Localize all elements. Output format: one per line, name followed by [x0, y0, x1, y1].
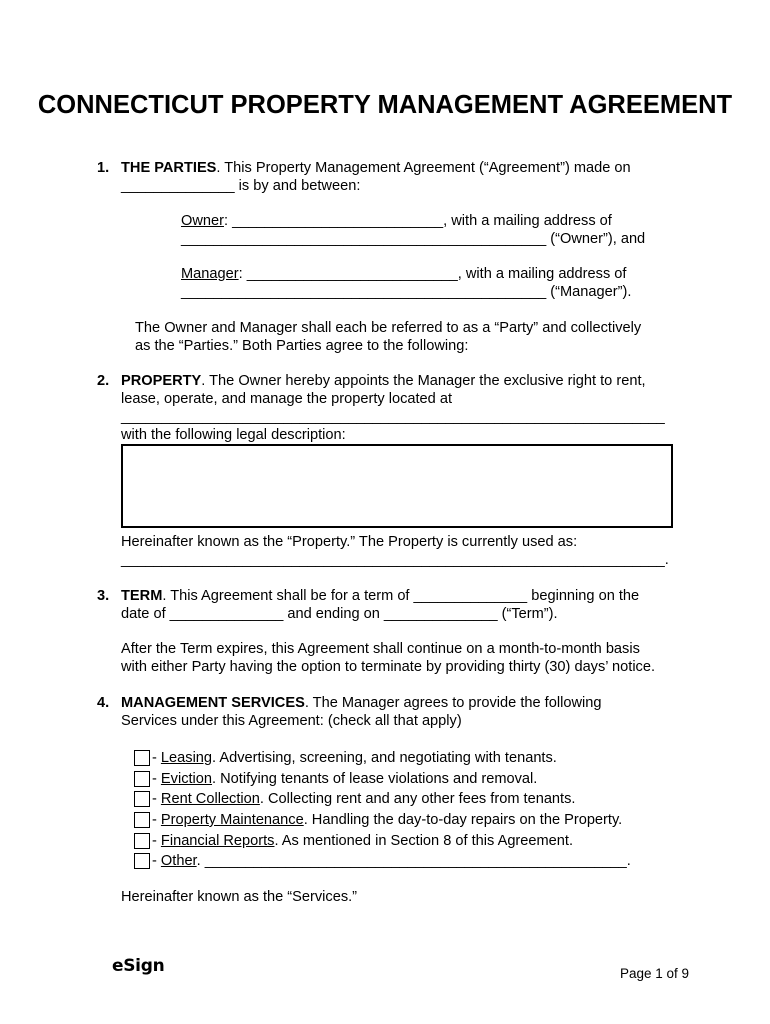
leasing-checkbox[interactable] [134, 750, 150, 766]
service-item-financial-reports [152, 832, 573, 851]
section-4-number: 4. [97, 695, 110, 711]
section-2-line-1 [121, 372, 646, 391]
section-2-line-2: lease, operate, and manage the property located at [121, 391, 453, 407]
property-address-field[interactable]: ___________________________________________________________________ [121, 409, 665, 425]
services-footer: Hereinafter known as the “Services.” [121, 889, 358, 905]
item-dash: - [152, 750, 161, 766]
section-4-heading: MANAGEMENT SERVICES [121, 695, 305, 711]
section-4-line-2: Services under this Agreement: (check all that apply) [121, 713, 462, 729]
manager-line-2[interactable]: _____________________________________________ (“Manager”). [181, 284, 632, 300]
manager-line-1[interactable] [181, 265, 626, 284]
item-dash: - [152, 771, 161, 787]
section-1-heading: THE PARTIES [121, 160, 217, 176]
manager-label: Manager [181, 266, 239, 282]
service-label: Financial Reports [160, 833, 275, 849]
service-label: Other [160, 853, 197, 869]
owner-label: Owner [181, 213, 224, 229]
esign-logo: eSign [112, 956, 165, 976]
section-2-line-4: with the following legal description: [121, 427, 346, 443]
service-text: . Notifying tenants of lease violations and removal. [212, 771, 538, 787]
service-label: Property Maintenance [160, 812, 304, 828]
section-2-heading: PROPERTY [121, 373, 202, 389]
legal-description-box[interactable] [121, 444, 673, 528]
service-item-rent-collection [152, 790, 575, 809]
section-2-line-1-text: . The Owner hereby appoints the Manager the exclusive right to rent, [201, 373, 646, 389]
service-text: . Advertising, screening, and negotiating with tenants. [212, 750, 557, 766]
item-dash: - [152, 833, 161, 849]
eviction-checkbox[interactable] [134, 771, 150, 787]
parties-line-1: The Owner and Manager shall each be referred to as a “Party” and collectively [135, 320, 642, 336]
service-item-leasing [152, 749, 557, 768]
property-maintenance-checkbox[interactable] [134, 812, 150, 828]
service-item-other[interactable] [152, 852, 631, 871]
service-text: . As mentioned in Section 8 of this Agreement. [274, 833, 574, 849]
service-label: Rent Collection [160, 791, 260, 807]
service-label: Leasing [160, 750, 213, 766]
owner-line-1-text: : __________________________, with a mailing address of [223, 213, 612, 229]
section-1-line-1-text: . This Property Management Agreement (“Agreement”) made on [216, 160, 631, 176]
property-use-field[interactable]: ___________________________________________________________________. [121, 552, 669, 568]
rent-collection-checkbox[interactable] [134, 791, 150, 807]
service-text: . Handling the day-to-day repairs on the Property. [303, 812, 623, 828]
section-3-heading: TERM [121, 588, 163, 604]
section-4-line-1 [121, 694, 601, 713]
section-3-number: 3. [97, 588, 110, 604]
section-2-number: 2. [97, 373, 110, 389]
section-3-line-1[interactable] [121, 587, 639, 606]
section-1-number: 1. [97, 160, 110, 176]
section-3-para-line-1: After the Term expires, this Agreement shall continue on a month-to-month basis [121, 641, 640, 657]
section-3-para-line-2: with either Party having the option to terminate by providing thirty (30) days’ notice. [121, 659, 656, 675]
service-item-property-maintenance [152, 811, 622, 830]
section-4-line-1-text: . The Manager agrees to provide the following [304, 695, 602, 711]
section-3-line-1-text: . This Agreement shall be for a term of ______________ beginning on the [162, 588, 640, 604]
service-item-eviction [152, 770, 537, 789]
owner-line-2[interactable]: _____________________________________________ (“Owner”), and [181, 231, 646, 247]
section-1-line-2[interactable]: ______________ is by and between: [121, 178, 361, 194]
parties-line-2: as the “Parties.” Both Parties agree to the following: [135, 338, 469, 354]
service-text: . ____________________________________________________. [196, 853, 631, 869]
section-2-line-5: Hereinafter known as the “Property.” The Property is currently used as: [121, 534, 578, 550]
service-label: Eviction [160, 771, 213, 787]
item-dash: - [152, 853, 161, 869]
other-checkbox[interactable] [134, 853, 150, 869]
financial-reports-checkbox[interactable] [134, 833, 150, 849]
section-1-line-1 [121, 159, 631, 178]
item-dash: - [152, 791, 161, 807]
owner-line-1[interactable] [181, 212, 612, 231]
service-text: . Collecting rent and any other fees from tenants. [259, 791, 576, 807]
manager-line-1-text: : __________________________, with a mailing address of [238, 266, 627, 282]
document-title: CONNECTICUT PROPERTY MANAGEMENT AGREEMENT [37, 91, 733, 119]
item-dash: - [152, 812, 161, 828]
page-number: Page 1 of 9 [620, 966, 690, 981]
section-3-line-2[interactable]: date of ______________ and ending on ______________ (“Term”). [121, 606, 558, 622]
